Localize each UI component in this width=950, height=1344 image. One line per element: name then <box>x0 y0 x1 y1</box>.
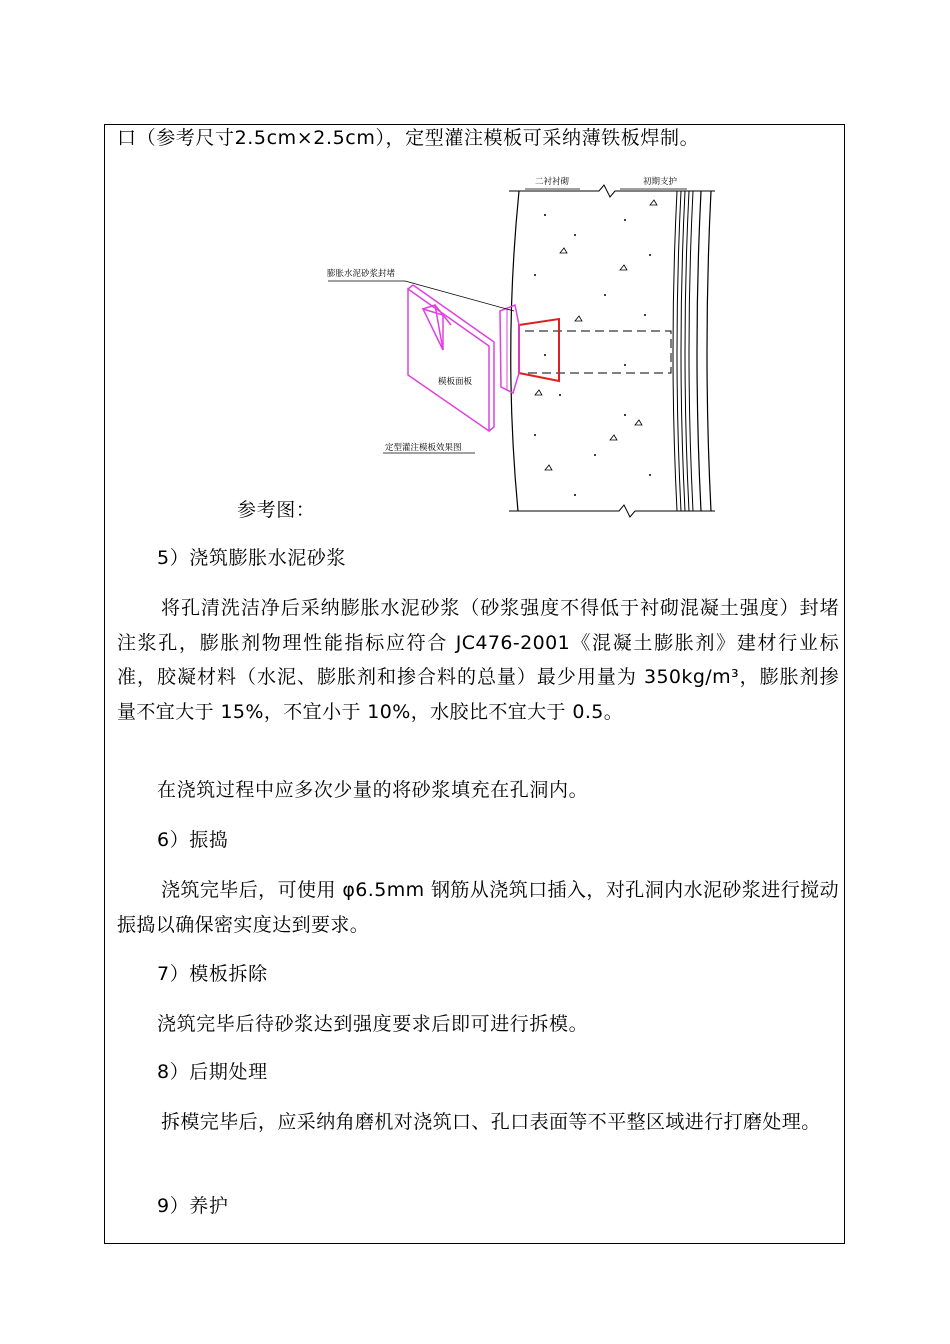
lining-inner-edge <box>511 191 519 511</box>
label-lining: 二衬衬砌 <box>535 177 570 187</box>
content-frame <box>104 124 845 1244</box>
section-5-paragraph-1: 将孔清洗洁净后采纳膨胀水泥砂浆（砂浆强度不得低于衬砌混凝土强度）封堵注浆孔，膨胀剂物理性能指标应符合 JC476-2001《混凝土膨胀剂》建材行业标准，胶凝材料（水泥、膨胀剂和掺合料的总量）最少用量为 350kg/m³，膨胀剂掺量不宜大于 15%，不宜小于 10%，水胶比不宜大于 0.5。 <box>117 597 839 723</box>
section-5-heading: 5）浇筑膨胀水泥砂浆 <box>157 547 347 569</box>
top-line: 口（参考尺寸2.5cm×2.5cm），定型灌注模板可采纳薄铁板焊制。 <box>117 127 700 149</box>
template-effect-view <box>408 285 494 431</box>
reference-label: 参考图： <box>237 499 316 521</box>
grout-hole <box>525 331 671 373</box>
concrete-texture <box>534 200 657 496</box>
label-panel: 模板面板 <box>438 377 473 387</box>
section-6-text: 浇筑完毕后，可使用 φ6.5mm 钢筋从浇筑口插入，对孔洞内水泥砂浆进行搅动振捣以确保密实度达到要求。 <box>117 879 839 936</box>
section-5-paragraph-2: 在浇筑过程中应多次少量的将砂浆填充在孔洞内。 <box>157 779 589 801</box>
section-7-text: 浇筑完毕后待砂浆达到强度要求后即可进行拆模。 <box>157 1013 589 1035</box>
section-9-heading: 9）养护 <box>157 1195 229 1217</box>
section-8-text: 拆模完毕后，应采纳角磨机对浇筑口、孔口表面等不平整区域进行打磨处理。 <box>161 1111 821 1133</box>
reference-figure <box>105 125 846 525</box>
mortar-seal <box>519 319 559 381</box>
label-caption: 定型灌注模板效果图 <box>385 443 462 453</box>
section-8-heading: 8）后期处理 <box>157 1061 268 1083</box>
label-seal: 膨胀水泥砂浆封堵 <box>327 269 396 279</box>
section-6-heading: 6）振捣 <box>157 829 229 851</box>
section-7-heading: 7）模板拆除 <box>157 963 268 985</box>
label-support: 初期支护 <box>643 177 678 187</box>
